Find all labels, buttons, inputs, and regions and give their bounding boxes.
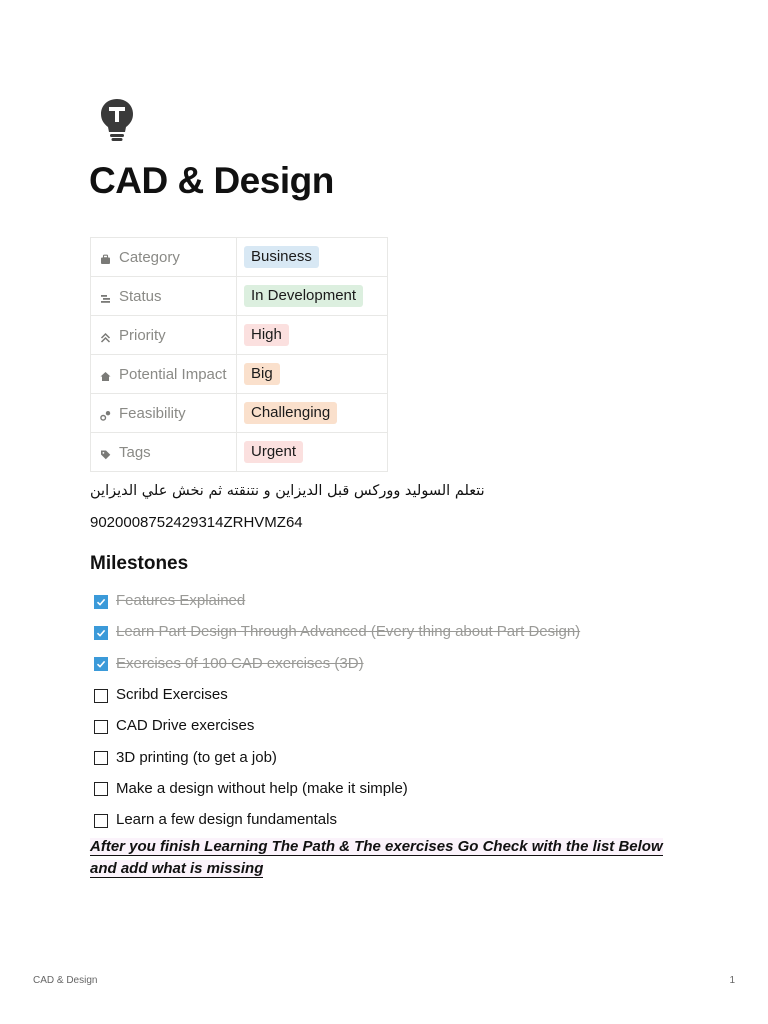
callout-text: After you finish Learning The Path & The exercises Go Check with the list Below and add what is missing bbox=[90, 838, 663, 877]
checkbox-unchecked[interactable] bbox=[94, 689, 108, 703]
house-icon bbox=[100, 369, 111, 381]
property-tag[interactable]: In Development bbox=[244, 285, 363, 307]
property-name: Potential Impact bbox=[119, 365, 227, 383]
property-row bbox=[91, 394, 388, 433]
property-name-cell bbox=[91, 277, 237, 316]
checkmark-icon bbox=[96, 628, 106, 638]
gears-icon bbox=[100, 408, 111, 420]
milestone-item bbox=[90, 585, 580, 616]
checkbox-checked[interactable] bbox=[94, 657, 108, 671]
property-row bbox=[91, 238, 388, 277]
milestone-text: Make a design without help (make it simple) bbox=[116, 779, 408, 797]
page-title: CAD & Design bbox=[89, 160, 334, 201]
property-name: Status bbox=[119, 287, 162, 305]
property-value-cell[interactable] bbox=[237, 433, 388, 472]
checkbox-checked[interactable] bbox=[94, 626, 108, 640]
property-name: Tags bbox=[119, 443, 151, 461]
property-value-cell[interactable] bbox=[237, 238, 388, 277]
milestone-item bbox=[90, 804, 580, 835]
property-row bbox=[91, 433, 388, 472]
milestone-item bbox=[90, 741, 580, 772]
property-row bbox=[91, 355, 388, 394]
checkmark-icon bbox=[96, 597, 106, 607]
checkbox-unchecked[interactable] bbox=[94, 751, 108, 765]
property-name: Priority bbox=[119, 326, 166, 344]
tag-icon bbox=[100, 447, 111, 459]
checkbox-unchecked[interactable] bbox=[94, 814, 108, 828]
property-row bbox=[91, 277, 388, 316]
property-value-cell[interactable] bbox=[237, 316, 388, 355]
property-name-cell bbox=[91, 316, 237, 355]
milestones-list bbox=[90, 585, 580, 835]
checkbox-unchecked[interactable] bbox=[94, 782, 108, 796]
property-tag[interactable]: High bbox=[244, 324, 289, 346]
property-tag[interactable]: Business bbox=[244, 246, 319, 268]
milestone-item bbox=[90, 616, 580, 647]
property-tag[interactable]: Big bbox=[244, 363, 280, 385]
property-value-cell[interactable] bbox=[237, 355, 388, 394]
property-name-cell bbox=[91, 433, 237, 472]
milestone-item bbox=[90, 648, 580, 679]
property-name: Feasibility bbox=[119, 404, 186, 422]
milestone-text: CAD Drive exercises bbox=[116, 717, 255, 735]
checkmark-icon bbox=[96, 659, 106, 669]
properties-table bbox=[90, 237, 388, 472]
property-value-cell[interactable] bbox=[237, 277, 388, 316]
milestone-text: Learn Part Design Through Advanced (Every thing about Part Design) bbox=[116, 623, 581, 641]
property-tag[interactable]: Challenging bbox=[244, 402, 337, 424]
chevrons-up-icon bbox=[100, 330, 111, 342]
milestone-text: Exercises 0f 100 CAD exercises (3D) bbox=[116, 654, 364, 672]
milestone-item bbox=[90, 679, 580, 710]
property-name: Category bbox=[119, 248, 180, 266]
milestone-text: Learn a few design fundamentals bbox=[116, 811, 337, 829]
lightbulb-icon bbox=[99, 97, 135, 145]
milestone-text: 3D printing (to get a job) bbox=[116, 748, 277, 766]
milestone-item bbox=[90, 710, 580, 741]
callout-note bbox=[90, 836, 665, 880]
footer-title: CAD & Design bbox=[33, 975, 98, 986]
briefcase-icon bbox=[100, 252, 111, 264]
code-text: 9020008752429314ZRHVMZ64 bbox=[90, 514, 303, 531]
milestones-heading: Milestones bbox=[90, 553, 189, 574]
property-tag[interactable]: Urgent bbox=[244, 441, 303, 463]
checkbox-checked[interactable] bbox=[94, 595, 108, 609]
property-name-cell bbox=[91, 394, 237, 433]
property-value-cell[interactable] bbox=[237, 394, 388, 433]
footer-page-number: 1 bbox=[729, 975, 735, 986]
property-name-cell bbox=[91, 238, 237, 277]
milestone-text: Scribd Exercises bbox=[116, 686, 228, 704]
status-icon bbox=[100, 291, 111, 303]
property-row bbox=[91, 316, 388, 355]
arabic-note: نتعلم السوليد ووركس قبل الديزاين و نتنقته ثم نخش علي الديزاين bbox=[90, 483, 485, 499]
milestone-text: Features Explained bbox=[116, 592, 246, 610]
property-name-cell bbox=[91, 355, 237, 394]
milestone-item bbox=[90, 773, 580, 804]
checkbox-unchecked[interactable] bbox=[94, 720, 108, 734]
